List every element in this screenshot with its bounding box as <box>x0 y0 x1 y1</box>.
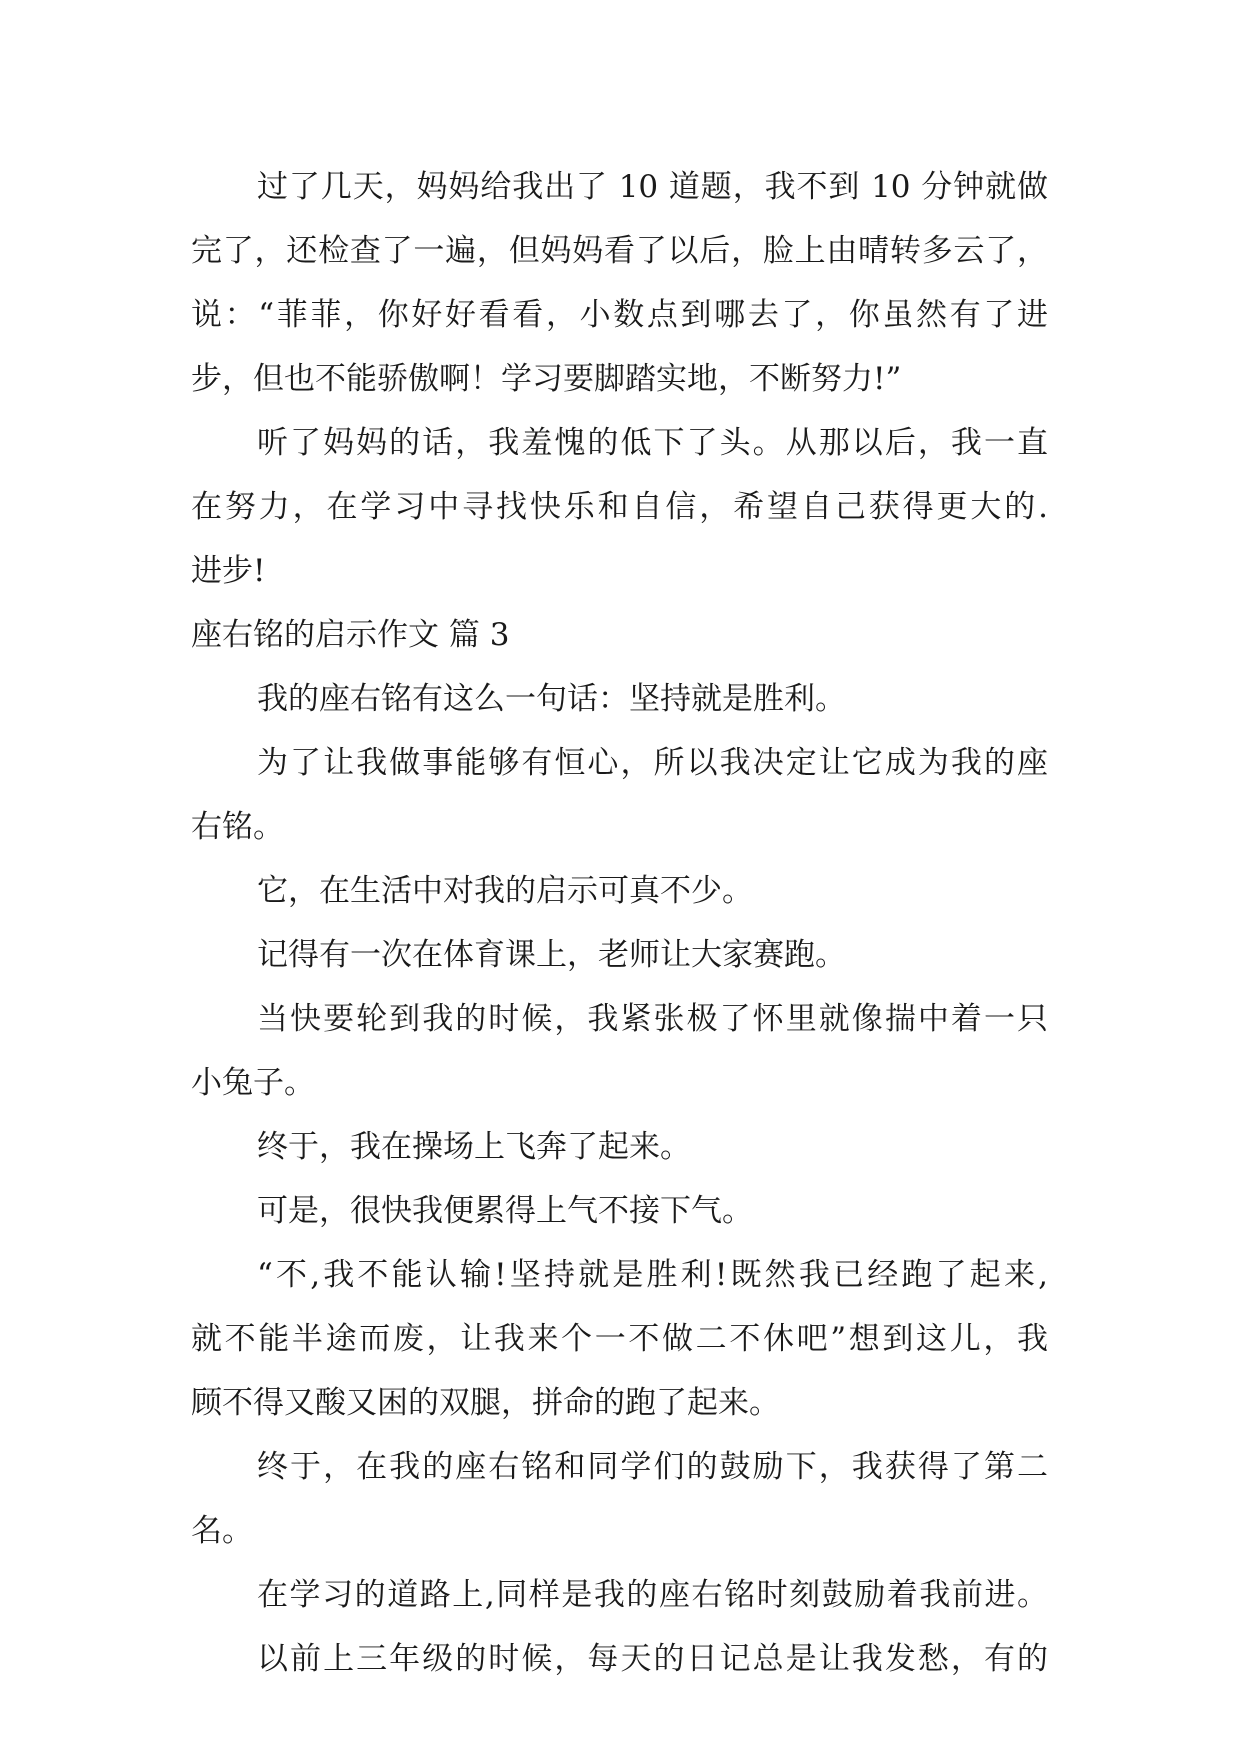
paragraph-line: 在努力，在学习中寻找快乐和自信，希望自己获得更大的. <box>191 489 1048 525</box>
paragraph-line: 为了让我做事能够有恒心，所以我决定让它成为我的座 <box>257 745 1048 781</box>
paragraph-line: 终于，我在操场上飞奔了起来。 <box>257 1129 691 1165</box>
paragraph-line: 右铭。 <box>191 809 284 845</box>
paragraph-line: 当快要轮到我的时候，我紧张极了怀里就像揣中着一只 <box>257 1001 1048 1037</box>
paragraph-line: 进步! <box>191 553 266 589</box>
paragraph-line: 顾不得又酸又困的双腿，拼命的跑了起来。 <box>191 1385 780 1421</box>
paragraph-line: 终于，在我的座右铭和同学们的鼓励下，我获得了第二 <box>257 1449 1048 1485</box>
paragraph-line: 就不能半途而废，让我来个一不做二不休吧”想到这儿，我 <box>191 1321 1048 1357</box>
paragraph-line: 我的座右铭有这么一句话：坚持就是胜利。 <box>257 681 846 717</box>
paragraph-line: 过了几天，妈妈给我出了 10 道题，我不到 10 分钟就做 <box>257 169 1048 205</box>
paragraph-line: 记得有一次在体育课上，老师让大家赛跑。 <box>257 937 846 973</box>
section-heading: 座右铭的启示作文 篇 3 <box>191 617 510 653</box>
paragraph-line: 名。 <box>191 1513 253 1549</box>
paragraph-line: 说：“菲菲，你好好看看，小数点到哪去了，你虽然有了进 <box>191 297 1048 333</box>
paragraph-line: 在学习的道路上,同样是我的座右铭时刻鼓励着我前进。 <box>257 1577 1048 1613</box>
paragraph-line: 以前上三年级的时候，每天的日记总是让我发愁，有的 <box>257 1641 1048 1677</box>
paragraph-line: 完了，还检查了一遍，但妈妈看了以后，脸上由晴转多云了， <box>191 233 1048 269</box>
paragraph-line: “不,我不能认输!坚持就是胜利!既然我已经跑了起来, <box>257 1257 1048 1293</box>
paragraph-line: 可是，很快我便累得上气不接下气。 <box>257 1193 753 1229</box>
paragraph-line: 小兔子。 <box>191 1065 315 1101</box>
paragraph-line: 听了妈妈的话，我羞愧的低下了头。从那以后，我一直 <box>257 425 1048 461</box>
paragraph-line: 步，但也不能骄傲啊！学习要脚踏实地，不断努力!” <box>191 361 902 397</box>
paragraph-line: 它，在生活中对我的启示可真不少。 <box>257 873 753 909</box>
